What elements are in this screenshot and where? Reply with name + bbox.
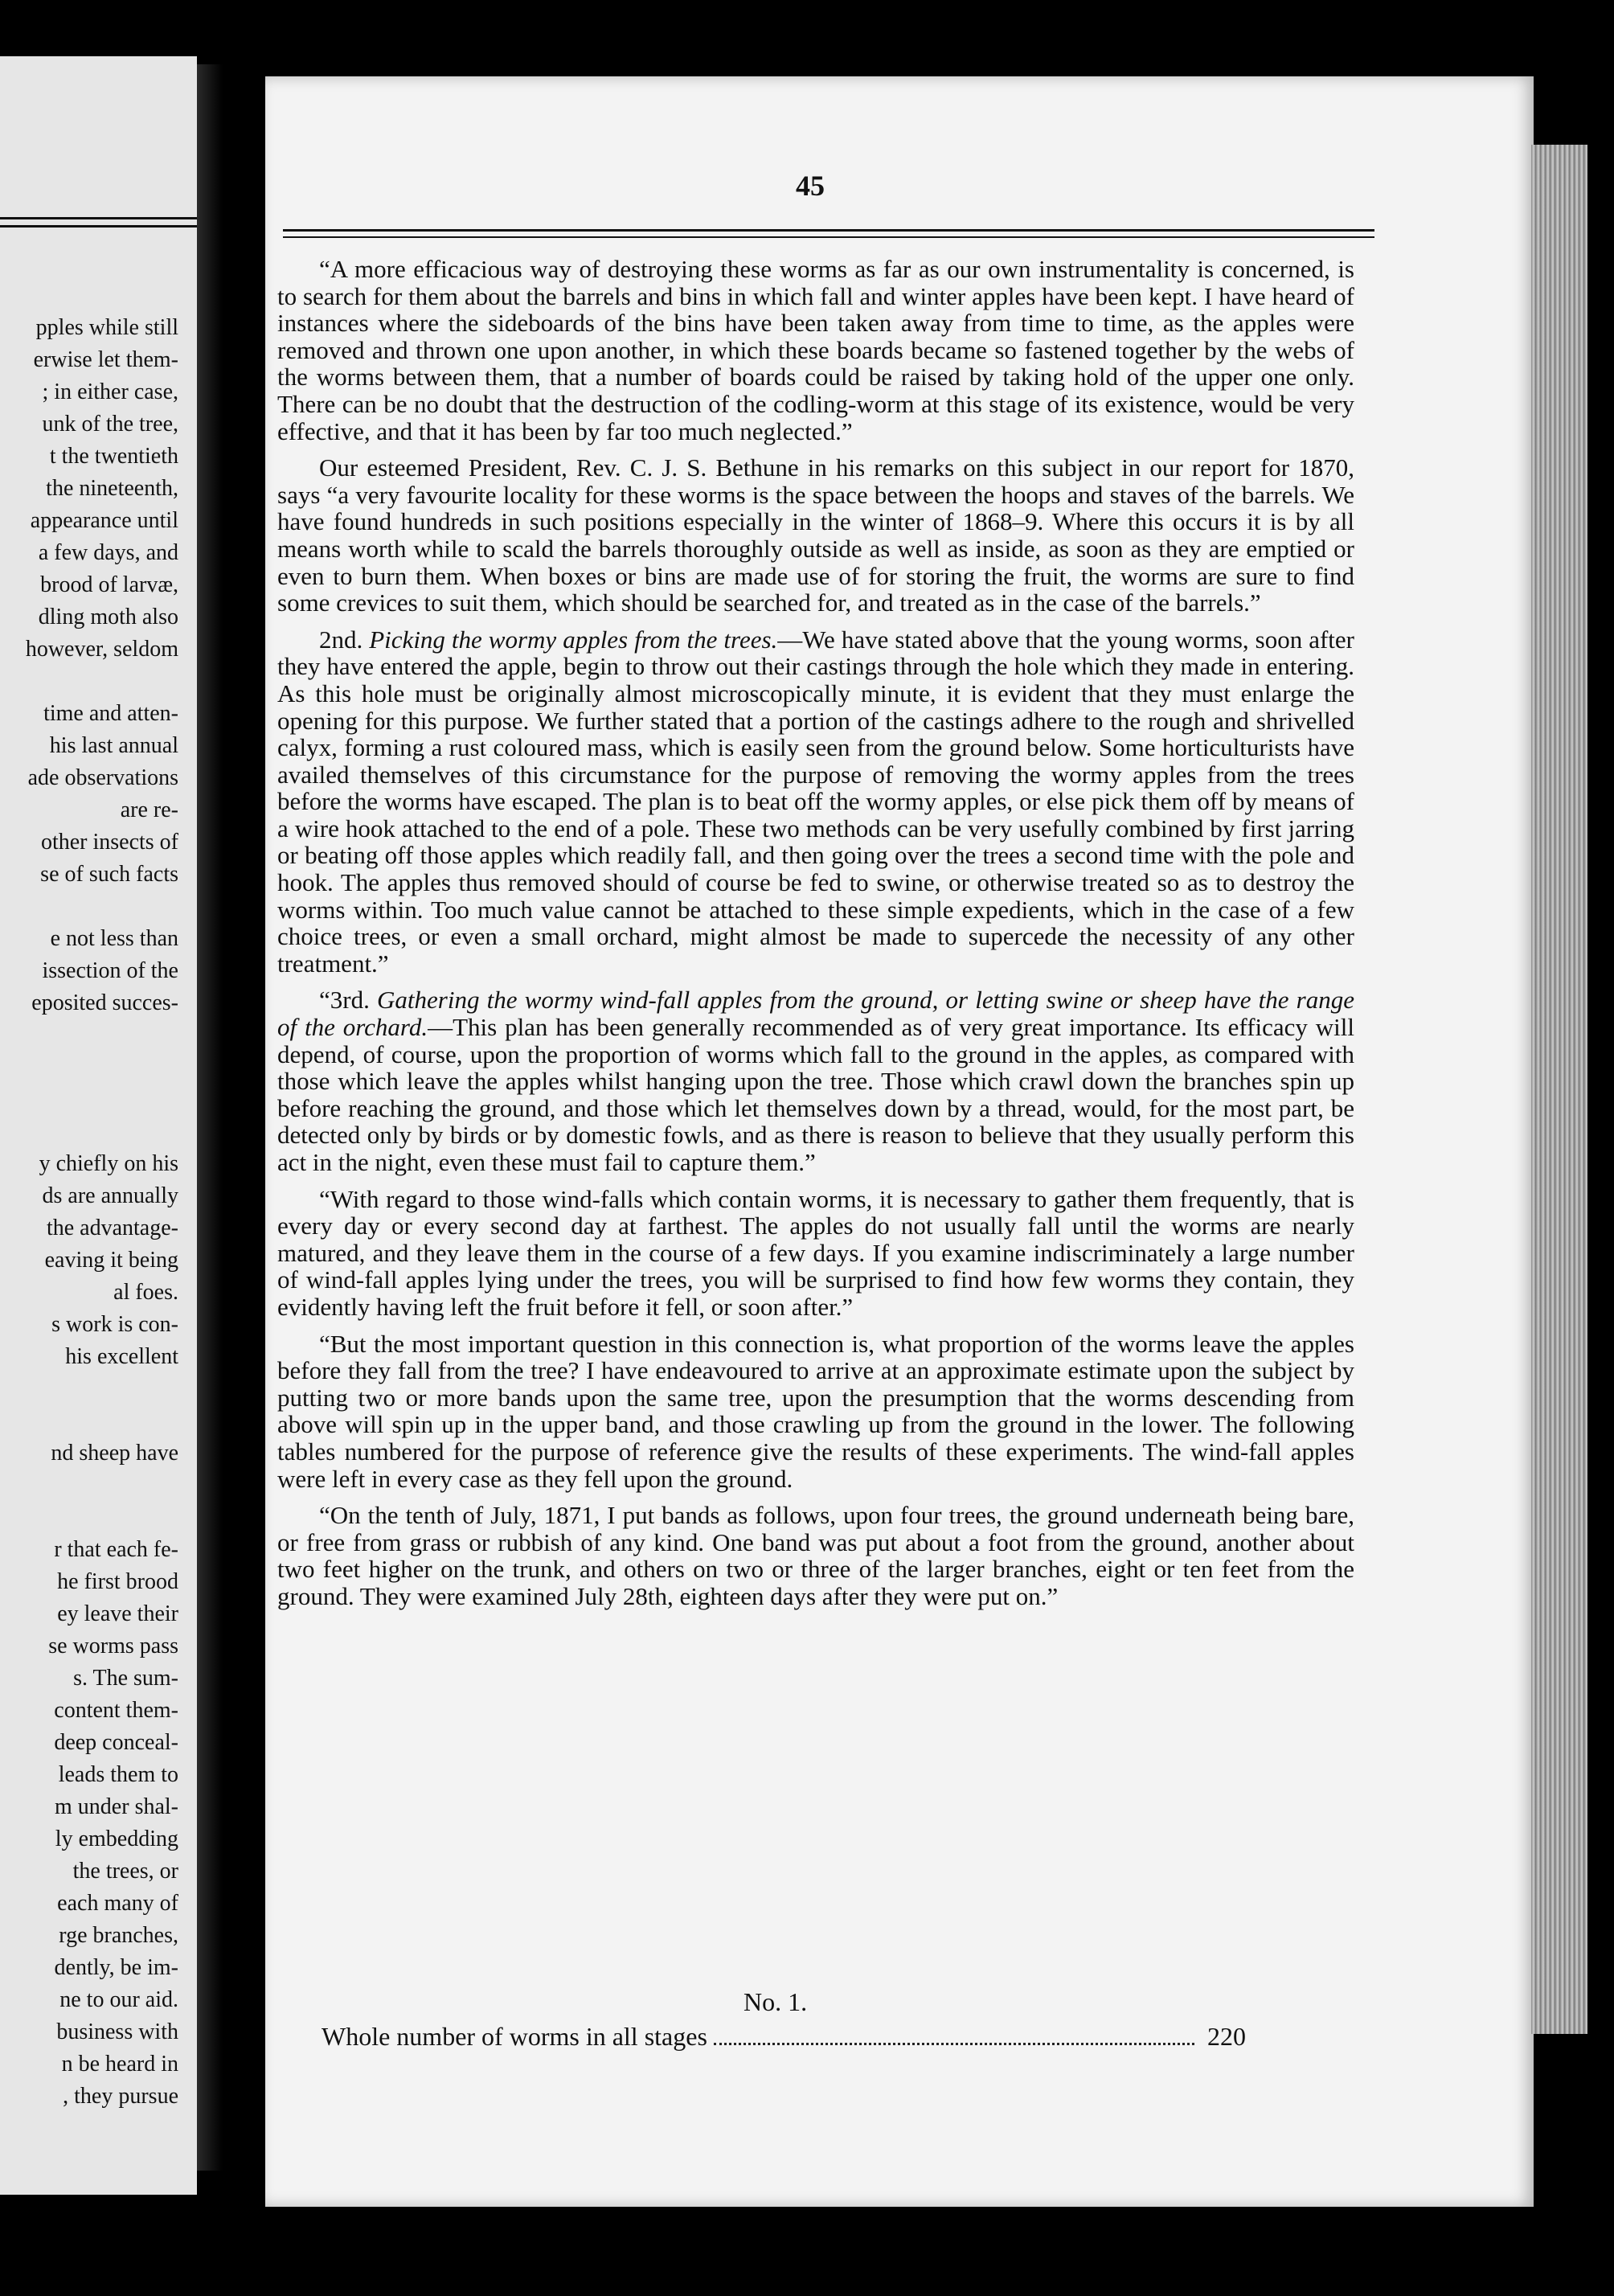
left-page-line: appearance until [30, 508, 178, 533]
left-page-line: ; in either case, [42, 379, 178, 404]
paragraph [277, 986, 1354, 1175]
left-page-line [0, 1502, 178, 1534]
paragraph [277, 256, 1354, 445]
paragraph-lead: 2nd. [319, 625, 363, 654]
left-page-text [0, 312, 178, 2113]
left-page-line: his excellent [65, 1344, 178, 1369]
left-page-line [0, 1084, 178, 1116]
left-page-line [0, 1019, 178, 1052]
left-page-line: a few days, and [38, 540, 178, 565]
left-page-line: se worms pass [48, 1634, 178, 1658]
body-text [277, 256, 1354, 1620]
paragraph [277, 626, 1354, 978]
left-page-line [0, 1470, 178, 1502]
paragraph [277, 1502, 1354, 1609]
left-page-line: al foes. [113, 1280, 178, 1305]
left-page-line: s work is con- [51, 1312, 178, 1337]
left-page-line: m under shal- [55, 1794, 178, 1819]
page-edges [1531, 145, 1587, 2034]
left-page-line: the trees, or [72, 1859, 178, 1884]
paragraph-text: “With regard to those wind-falls which contain worms, it is necessary to gather them frequently, that is every day or every second day at farthest. The apples do not usually fall until the worms are nearly matured, and they leave them in the course of a few days. If you examine indiscriminately a large number of wind-fall apples lying under the trees, you will be surprised to find how few worms they contain, they evidently having left the fruit before it fell, or soon after.” [277, 1184, 1354, 1321]
left-page-line: ne to our aid. [59, 1987, 178, 2012]
left-page-line: se of such facts [40, 862, 178, 887]
left-page-line: ey leave their [57, 1601, 178, 1626]
left-page-line: content them- [54, 1698, 178, 1723]
left-page-line: dling moth also [38, 605, 178, 629]
paragraph-text: —We have stated above that the young worms, soon after they have entered the apple, begin to throw out their castings through the hole which they made in entering. As this hole must be originally almost microscopically minute, it is evident that they must enlarge the opening for this purpose. We further stated that a portion of the castings adhere to the rough and shrivelled calyx, forming a rust coloured mass, which is easily seen from the ground below. Some horticulturists have availed themselves of this circumstance for the purpose of removing the wormy apples from the trees before the worms have escaped. The plan is to beat off the wormy apples, or else pick them off by means of a wire hook attached to the end of a pole. These two methods can be very usefully combined by first jarring or beating off those apples which readily fall, and then going over the trees a second time with the pole and hook. The apples thus removed should of course be fed to swine, or otherwise treated so as to destroy the worms within. Too much value cannot be attached to these simple expedients, which in the case of a few choice trees, or even a small orchard, might almost be made to supercede the necessity of any other treatment.” [277, 625, 1354, 978]
left-page-line: each many of [57, 1891, 178, 1916]
left-page-line: the nineteenth, [46, 476, 178, 501]
left-page-line [0, 1405, 178, 1437]
left-page-rule [0, 225, 197, 228]
left-page-line: issection of the [42, 958, 178, 983]
table-row-value: 220 [1207, 2022, 1246, 2051]
left-page-line: nd sheep have [51, 1441, 178, 1466]
left-page-line: eaving it being [44, 1248, 178, 1273]
left-page-line: unk of the tree, [42, 412, 178, 437]
left-page-line: eposited succes- [31, 990, 178, 1015]
left-page-line: e not less than [50, 926, 178, 951]
left-page-line: dently, be im- [54, 1955, 178, 1980]
left-page-line: pples while still [35, 315, 178, 340]
left-page-line: his last annual [49, 733, 178, 758]
left-page-line: ly embedding [55, 1827, 178, 1851]
paragraph-italic-heading: Picking the wormy apples from the trees. [369, 625, 778, 654]
paragraph [277, 454, 1354, 617]
paragraph-text: “But the most important question in this connection is, what proportion of the worms leave the apples before they fall from the tree? I have endeavoured to arrive at an approximate estimate upon the subject by putting two or more bands upon the same tree, upon the presumption that the worms descending from above will spin up in the upper band, and those crawling up from the ground in the lower. The following tables numbered for the purpose of reference give the results of these experiments. The wind-fall apples were left in every case as they fell upon the ground. [277, 1329, 1354, 1493]
left-page-line: , they pursue [63, 2084, 178, 2109]
paragraph [277, 1330, 1354, 1493]
book-gutter [197, 64, 261, 2171]
left-page-line: brood of larvæ, [40, 572, 178, 597]
table-row-label: Whole number of worms in all stages [322, 2022, 707, 2051]
left-page-line: other insects of [40, 830, 178, 855]
left-page-line: leads them to [58, 1762, 178, 1787]
left-page-line: ade observations [27, 765, 178, 790]
left-page-line: t the twentieth [49, 444, 178, 469]
table-row [322, 2022, 1246, 2052]
paragraph-text: “A more efficacious way of destroying these worms as far as our own instrumentality is concerned, is to search for them about the barrels and bins in which fall and winter apples have been kept. I have heard of instances where the sideboards of the bins have been taken away from time to time, as the apples were removed and thrown one upon another, in which these boards became so fastened together by the webs of the worms between them, that a number of boards could be raised by taking hold of the upper one only. There can be no doubt that the destruction of the codling-worm at this stage of its existence, would be very effective, and that it has been by far too much neglected.” [277, 255, 1354, 445]
left-page-line: are re- [120, 797, 178, 822]
left-page-line [0, 666, 178, 698]
paragraph [277, 1186, 1354, 1321]
page-number: 45 [796, 170, 825, 202]
left-page-line: erwise let them- [33, 347, 178, 372]
left-page-line: deep conceal- [54, 1730, 178, 1755]
left-page-line: the advantage- [46, 1216, 178, 1240]
paragraph-text: —This plan has been generally recommended as of very great importance. Its efficacy will depend, of course, upon the proportion of worms which fall to the ground in the apples, as compared with those which leave the apples whilst hanging upon the tree. Those which crawl down the branches spin up before reaching the ground, and those which let themselves down by a thread, would, for the most part, be detected only by birds or by domestic fowls, and as there is reason to believe that they usually perform this act in the night, even these must fail to capture them.” [277, 1013, 1355, 1176]
left-page-line: r that each fe- [54, 1537, 178, 1562]
header-rule-bottom [283, 236, 1374, 238]
left-page-line: n be heard in [61, 2052, 178, 2077]
dot-leader [714, 2043, 1194, 2045]
left-page-line: he first brood [57, 1569, 178, 1594]
left-page-rule [0, 217, 197, 219]
paragraph-text: Our esteemed President, Rev. C. J. S. Bethune in his remarks on this subject in our report for 1870, says “a very favourite locality for these worms is the space between the hoops and staves of the barrels. We have found hundreds in such positions especially in the winter of 1868–9. Where this occurs it is by all means worth while to scald the barrels thoroughly outside as well as inside, as soon as they are emptied or even to burn them. When boxes or bins are made use of for storing the fruit, the worms are sure to find some crevices to suit them, which should be searched for, and treated as in the case of the barrels.” [277, 453, 1354, 617]
left-page-line [0, 891, 178, 923]
paragraph-lead: “3rd. [319, 986, 370, 1015]
table-heading: No. 1. [744, 1987, 808, 2016]
left-page-line: s. The sum- [73, 1666, 178, 1691]
paragraph-italic-heading: Gathering the wormy wind-fall apples from the ground, or letting swine or sheep have the range of the orchard. [277, 986, 1355, 1042]
left-page-line: time and atten- [43, 701, 178, 726]
paragraph-text: “On the tenth of July, 1871, I put bands as follows, upon four trees, the ground underneath being bare, or free from grass or rubbish of any kind. One band was put about a foot from the ground, another about two feet higher on the trunk, and others on two or three of the larger branches, eight or ten feet from the ground. They were examined July 28th, eighteen days after they were put on.” [277, 1501, 1354, 1610]
left-page-line [0, 1116, 178, 1148]
left-page [0, 56, 197, 2195]
left-page-line [0, 1373, 178, 1405]
left-page-line: rge branches, [59, 1923, 178, 1948]
left-page-line: y chiefly on his [39, 1151, 178, 1176]
left-page-line [0, 1052, 178, 1084]
left-page-line: however, seldom [25, 637, 178, 662]
left-page-line: ds are annually [42, 1183, 178, 1208]
left-page-line: business with [56, 2019, 178, 2044]
header-rule-top [283, 229, 1374, 232]
